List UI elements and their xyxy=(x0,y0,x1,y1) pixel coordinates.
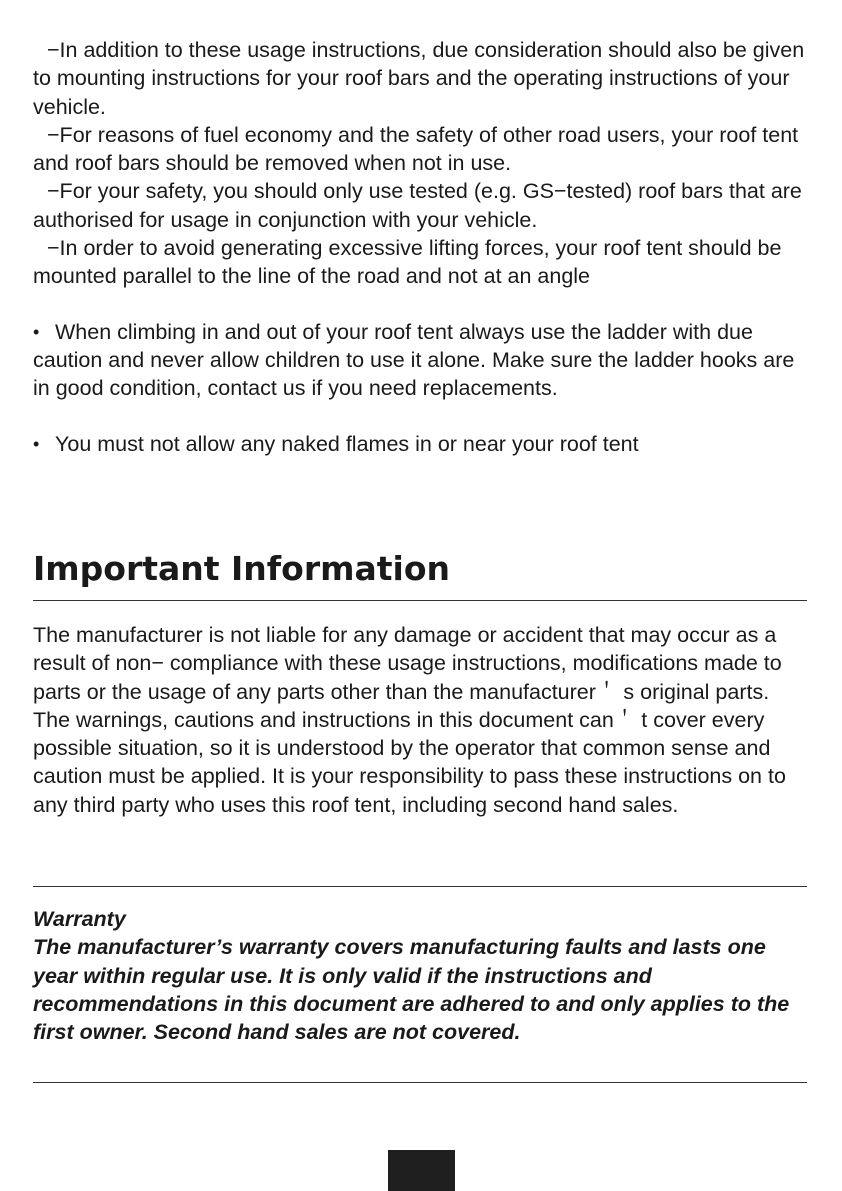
liability-paragraph: The manufacturer is not liable for any damage or accident that may occur as a result of non− compliance with these usage instructions, modifications made to parts or the usage of any parts other than the manufacturer＇ s original parts. The warnings, cautions and instructions in this document can＇ t cover every possible situation, so it is understood by the operator that common sense and caution must be applied. It is your responsibility to pass these instructions on to any third party who uses this roof tent, including second hand sales. xyxy=(33,623,786,817)
divider xyxy=(33,886,807,887)
bullet-item-ladder xyxy=(33,318,809,403)
bullet-text: You must not allow any naked flames in or near your roof tent xyxy=(55,431,639,456)
warranty-heading: Warranty xyxy=(33,907,126,931)
usage-note: −For your safety, you should only use tested (e.g. GS−tested) roof bars that are authorised for usage in conjunction with your vehicle. xyxy=(33,179,802,232)
usage-notes-section xyxy=(33,36,809,458)
bullet-icon: • xyxy=(33,321,40,342)
bullet-item-flames xyxy=(33,430,809,458)
warranty-text: The manufacturer’s warranty covers manufacturing faults and lasts one year within regular use. It is only valid if the instructions and recommendations in this document are adhered to and only applies to the first owner. Second hand sales are not covered. xyxy=(33,935,790,1045)
usage-note: −In order to avoid generating excessive lifting forces, your roof tent should be mounted parallel to the line of the road and not at an angle xyxy=(33,236,782,289)
usage-note: −For reasons of fuel economy and the safety of other road users, your roof tent and roof bars should be removed when not in use. xyxy=(33,122,799,176)
section-title: Important Information xyxy=(33,549,451,588)
bullet-icon: • xyxy=(33,433,40,454)
usage-note: −In addition to these usage instructions, due consideration should also be given to mounting instructions for your roof bars and the operating instructions of your vehicle. xyxy=(33,38,805,119)
warranty-section xyxy=(33,905,809,1046)
divider xyxy=(33,1082,807,1083)
bullet-text: When climbing in and out of your roof tent always use the ladder with due caution and never allow children to use it alone. Make sure the ladder hooks are in good condition, contact us if you need replacements. xyxy=(33,319,795,401)
page-tab-marker xyxy=(388,1150,455,1191)
important-information-body xyxy=(33,621,809,819)
divider xyxy=(33,600,807,601)
